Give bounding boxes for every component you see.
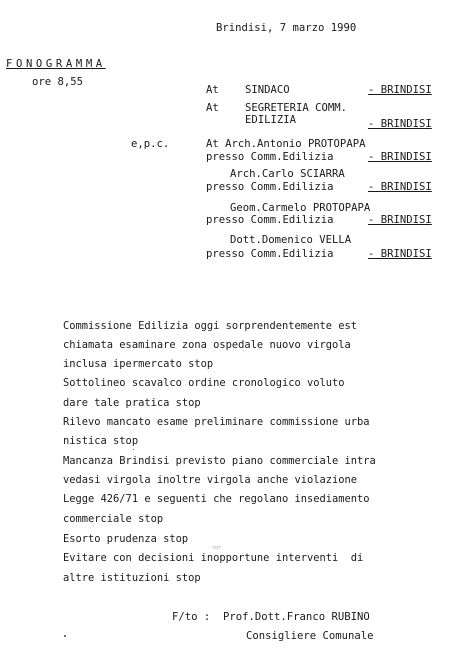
message-line: chiamata esaminare zona ospedale nuovo virgola <box>63 339 351 351</box>
recipient-city: - BRINDISI <box>368 84 432 96</box>
signature-line: F/to : Prof.Dott.Franco RUBINO <box>172 611 370 623</box>
epc-recipient-office: presso Comm.Edilizia <box>206 248 334 260</box>
recipient-name: SEGRETERIA COMM. <box>245 102 348 114</box>
transmission-time: ore 8,55 <box>32 76 84 88</box>
recipient-name: SINDACO <box>245 84 290 96</box>
message-line: Mancanza Brindisi previsto piano commerciale intra <box>63 455 376 467</box>
paper-speck <box>133 449 134 450</box>
message-line: nistica stop <box>63 435 139 447</box>
message-line: vedasi virgola inoltre virgola anche violazione <box>63 474 358 486</box>
paper-speck <box>64 635 66 637</box>
epc-recipient: Dott.Domenico VELLA <box>230 234 352 246</box>
epc-recipient-city: - BRINDISI <box>368 248 432 260</box>
message-line: altre istituzioni stop <box>63 572 201 584</box>
epc-recipient: At Arch.Antonio PROTOPAPA <box>206 138 366 150</box>
message-line: commerciale stop <box>63 513 164 525</box>
message-line: Commissione Edilizia oggi sorprendentemente est <box>63 320 358 332</box>
message-line: Legge 426/71 e seguenti che regolano insediamento <box>63 493 370 505</box>
message-line: Rilevo mancato esame preliminare commissione urba <box>63 416 370 428</box>
recipient-prefix: At <box>206 102 219 114</box>
message-line: Evitare con decisioni inopportune interventi di <box>63 552 364 564</box>
epc-recipient: Arch.Carlo SCIARRA <box>230 168 345 180</box>
signature-title: Consigliere Comunale <box>246 630 374 642</box>
recipient-city: - BRINDISI <box>368 118 432 130</box>
message-line: Esorto prudenza stop <box>63 533 189 545</box>
epc-recipient-office: presso Comm.Edilizia <box>206 151 334 163</box>
message-line: dare tale pratica stop <box>63 397 201 409</box>
recipient-prefix: At <box>206 84 219 96</box>
epc-recipient-office: presso Comm.Edilizia <box>206 214 334 226</box>
document-type-title: FONOGRAMMA <box>6 58 106 70</box>
epc-recipient-office: presso Comm.Edilizia <box>206 181 334 193</box>
epc-label: e,p.c. <box>131 138 170 150</box>
place-date: Brindisi, 7 marzo 1990 <box>216 22 357 34</box>
epc-recipient-city: - BRINDISI <box>368 181 432 193</box>
handwritten-smudge: ror <box>212 545 222 551</box>
recipient-name-continued: EDILIZIA <box>245 114 297 126</box>
epc-recipient-city: - BRINDISI <box>368 151 432 163</box>
message-line: inclusa ipermercato stop <box>63 358 214 370</box>
message-line: Sottolineo scavalco ordine cronologico voluto <box>63 377 345 389</box>
epc-recipient-city: - BRINDISI <box>368 214 432 226</box>
epc-recipient: Geom.Carmelo PROTOPAPA <box>230 202 371 214</box>
